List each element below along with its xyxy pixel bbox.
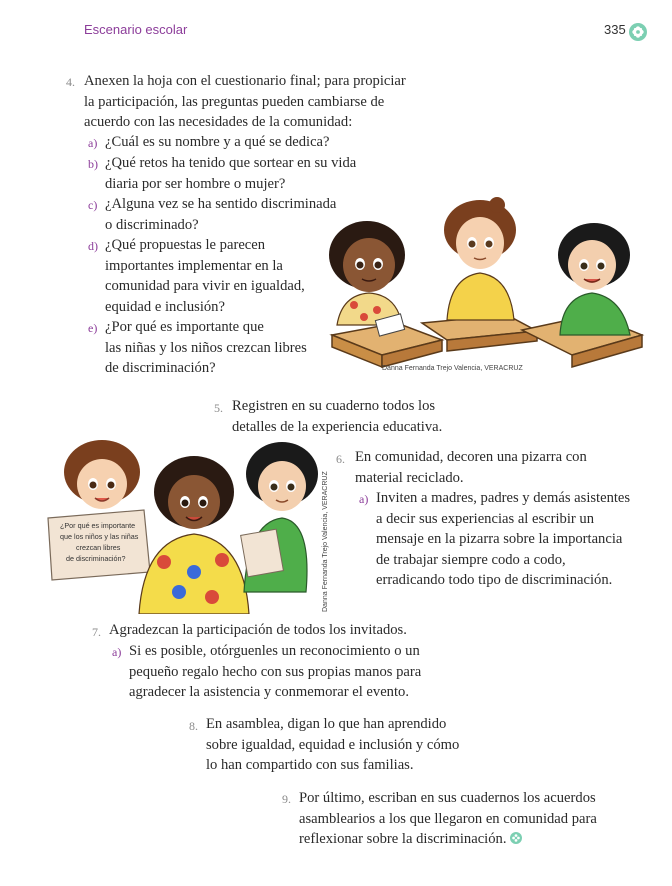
illustration-credit: Danna Fernanda Trejo Valencia, VERACRUZ <box>322 471 329 612</box>
children-with-sign-drawing <box>44 432 334 614</box>
text-line: pequeño regalo hecho con sus propias manos para <box>129 663 422 680</box>
text-line: detalles de la experiencia educativa. <box>232 418 443 435</box>
text-line-last <box>299 829 597 850</box>
item-4-text <box>84 71 406 133</box>
text-line: agradecer la asistencia y conmemorar el evento. <box>129 684 409 700</box>
text-line: diaria por ser hombre o mujer? <box>105 175 286 192</box>
text-line: a decir sus experiencias al escribir un <box>376 510 595 527</box>
section-title: Escenario escolar <box>84 22 188 37</box>
question-b <box>105 153 356 194</box>
illustration-children-at-desks <box>322 195 654 380</box>
question-c <box>105 194 336 235</box>
text-line: o discriminado? <box>105 216 199 233</box>
text-line: comunidad para vivir en igualdad, <box>105 278 305 294</box>
item-6a-text <box>376 488 630 591</box>
text-line: sobre igualdad, equidad e inclusión y cómo <box>206 736 460 753</box>
item-number: 7. <box>92 625 101 639</box>
question-d <box>105 235 305 317</box>
text-line: lo han compartido con sus familias. <box>206 757 414 773</box>
item-number: 5. <box>214 401 223 415</box>
page-number: 335 <box>604 22 626 37</box>
text-line: Si es posible, otórguenles un reconocimiento o un <box>129 643 420 659</box>
item-number: 9. <box>282 792 291 806</box>
text-line: En asamblea, digan lo que han aprendido <box>206 716 447 732</box>
children-at-desks-drawing <box>322 195 654 380</box>
text-line: equidad e inclusión? <box>105 298 225 315</box>
sign-line: de discriminación? <box>66 554 126 563</box>
text-line: Registren en su cuaderno todos los <box>232 398 436 414</box>
question-e <box>105 317 307 379</box>
question-a <box>105 132 330 153</box>
item-9-text <box>299 788 597 850</box>
green-flower-icon <box>510 832 522 844</box>
item-number: 4. <box>66 75 75 89</box>
text-line: Anexen la hoja con el cuestionario final; para propiciar <box>84 73 406 89</box>
text-line: de discriminación? <box>105 360 216 376</box>
text-line: Agradezcan la participación de todos los invitados. <box>109 622 407 638</box>
text-line: ¿Por qué es importante que <box>105 319 264 335</box>
sub-letter: c) <box>88 198 98 212</box>
text-line: de trabajar siempre codo a codo, <box>376 551 566 568</box>
text-line: mensaje en la pizarra sobre la importancia <box>376 531 623 547</box>
green-flower-icon <box>629 23 647 41</box>
item-number: 6. <box>336 452 345 466</box>
item-7-text <box>109 620 407 641</box>
text-line: material reciclado. <box>355 469 464 486</box>
item-number: 8. <box>189 719 198 733</box>
illustration-children-with-sign <box>44 432 334 614</box>
text-line: asamblearios a los que llegaron en comunidad para <box>299 810 597 827</box>
text-line: ¿Qué retos ha tenido que sortear en su vida <box>105 155 357 171</box>
sub-letter: a) <box>359 492 369 506</box>
text-line: ¿Alguna vez se ha sentido discriminada <box>105 196 337 212</box>
sign-line: crezcan libres <box>76 543 121 552</box>
sub-letter: d) <box>88 239 98 253</box>
text-line: ¿Cuál es su nombre y a qué se dedica? <box>105 134 330 150</box>
text-line: En comunidad, decoren una pizarra con <box>355 449 587 465</box>
sign-line: ¿Por qué es importante <box>60 521 136 530</box>
sub-letter: a) <box>88 136 98 150</box>
item-6-text <box>355 447 587 488</box>
text-line: Por último, escriban en sus cuadernos los acuerdos <box>299 790 596 806</box>
illustration-credit: Danna Fernanda Trejo Valencia, VERACRUZ <box>382 365 523 372</box>
text-line: importantes implementar en la <box>105 257 283 274</box>
sub-letter: a) <box>112 645 122 659</box>
sub-letter: e) <box>88 321 98 335</box>
text-line: las niñas y los niños crezcan libres <box>105 339 307 356</box>
text-line: erradicando todo tipo de discriminación. <box>376 572 613 588</box>
item-7a-text <box>129 641 421 703</box>
sub-letter: b) <box>88 157 98 171</box>
item-8-text <box>206 714 459 776</box>
text-line: Inviten a madres, padres y demás asistentes <box>376 490 631 506</box>
text-line: reflexionar sobre la discriminación. <box>299 831 507 847</box>
text-line: la participación, las preguntas pueden cambiarse de <box>84 93 385 110</box>
text-line: ¿Qué propuestas le parecen <box>105 237 266 253</box>
text-line: acuerdo con las necesidades de la comunidad: <box>84 114 353 130</box>
sign-line: que los niños y las niñas <box>60 532 139 541</box>
item-5-text <box>232 396 442 437</box>
